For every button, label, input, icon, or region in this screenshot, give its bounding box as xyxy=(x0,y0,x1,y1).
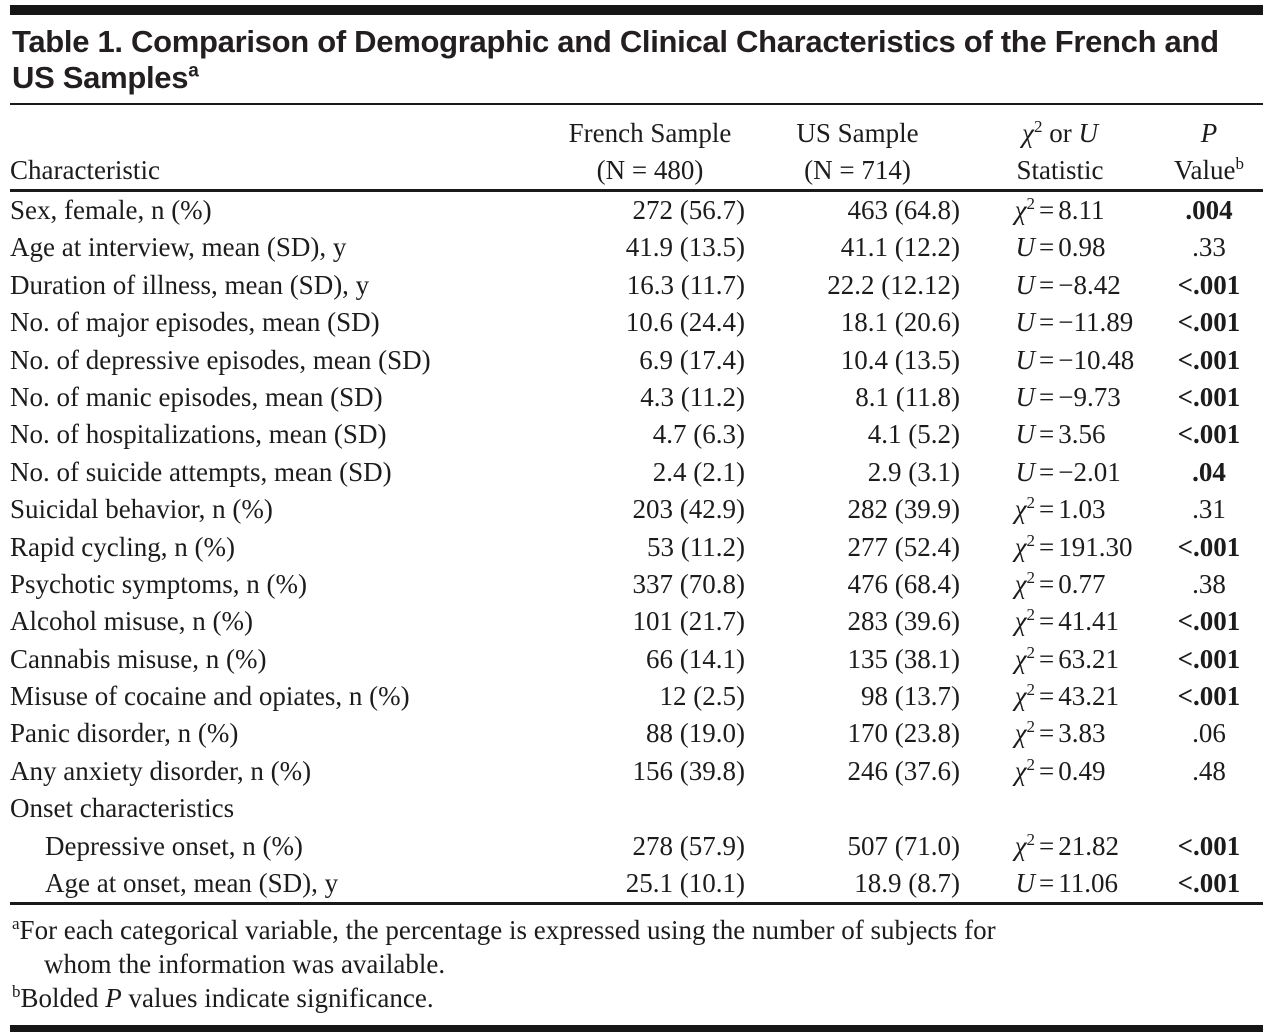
p-value-cell: <.001 xyxy=(1177,269,1241,300)
french-sample-cell: 4.3 (11.2) xyxy=(640,381,745,412)
statistic-cell xyxy=(965,304,1155,341)
statistic-cell xyxy=(965,342,1155,379)
statistic-symbol: U xyxy=(1015,868,1035,899)
table-row xyxy=(0,379,1273,416)
statistic-value: −9.73 xyxy=(1058,381,1121,412)
french-sample-cell: 2.4 (2.1) xyxy=(652,456,745,487)
statistic-symbol: $\chi^2$ xyxy=(1014,567,1035,599)
characteristic-cell: Alcohol misuse, n (%) xyxy=(10,606,253,637)
statistic-value: 0.98 xyxy=(1058,232,1106,263)
us-sample-cell: 507 (71.0) xyxy=(847,830,960,861)
us-sample-cell: 2.9 (3.1) xyxy=(867,456,960,487)
table-row xyxy=(0,753,1273,790)
us-sample-cell: 18.9 (8.7) xyxy=(854,868,960,899)
statistic-value: 3.56 xyxy=(1058,419,1106,450)
us-sample-cell: 170 (23.8) xyxy=(847,718,960,749)
us-sample-cell: 135 (38.1) xyxy=(847,643,960,674)
statistic-value: 43.21 xyxy=(1058,681,1119,712)
equals-sign: = xyxy=(1039,830,1055,861)
statistic-cell xyxy=(965,715,1155,752)
statistic-value: 8.11 xyxy=(1058,195,1105,225)
p-value-cell: .004 xyxy=(1185,195,1233,225)
us-sample-cell: 98 (13.7) xyxy=(861,681,960,712)
statistic-value: 0.49 xyxy=(1058,755,1106,786)
table-row xyxy=(0,678,1273,715)
footnote-line: $^b$Bolded P values indicate significance. xyxy=(12,982,434,1014)
us-sample-cell: 463 (64.8) xyxy=(847,195,960,225)
us-sample-n: (N = 714) xyxy=(804,155,911,185)
statistic-cell xyxy=(965,491,1155,528)
bottom-rule-bar xyxy=(10,1025,1263,1032)
footnote-line: $^a$For each categorical variable, the percentage is expressed using the number of subjects for xyxy=(12,914,996,946)
table-row xyxy=(0,603,1273,640)
statistic-cell xyxy=(965,790,1155,827)
statistic-symbol: $\chi^2$ xyxy=(1014,680,1035,712)
characteristic-cell: No. of depressive episodes, mean (SD) xyxy=(10,344,431,375)
equals-sign: = xyxy=(1039,269,1055,300)
footnote-marker: a xyxy=(12,914,20,934)
statistic-symbol: $\chi^2$ xyxy=(1014,754,1035,786)
statistic-value: −8.42 xyxy=(1058,269,1121,300)
characteristic-cell: Rapid cycling, n (%) xyxy=(10,531,235,562)
french-sample-cell: 41.9 (13.5) xyxy=(625,232,745,263)
column-header-us-sample xyxy=(750,115,965,189)
french-sample-cell: 4.7 (6.3) xyxy=(652,419,745,450)
p-value-cell: <.001 xyxy=(1177,830,1241,861)
statistic-value: 21.82 xyxy=(1058,830,1119,861)
characteristic-cell: No. of manic episodes, mean (SD) xyxy=(10,381,383,412)
statistic-symbol: $\chi^2$ xyxy=(1014,829,1035,861)
equals-sign: = xyxy=(1039,456,1055,487)
us-sample-cell: 8.1 (11.8) xyxy=(855,381,960,412)
french-sample-cell: 156 (39.8) xyxy=(632,755,745,786)
p-value-cell: .31 xyxy=(1192,494,1226,525)
statistic-symbol: $\chi^2$ xyxy=(1014,642,1035,674)
footnote-marker: b xyxy=(12,982,21,1002)
table-row xyxy=(0,192,1273,229)
characteristic-cell: Cannabis misuse, n (%) xyxy=(10,643,267,674)
p-value-cell: .04 xyxy=(1192,456,1226,487)
table-row xyxy=(0,491,1273,528)
p-value-cell: <.001 xyxy=(1177,681,1241,712)
equals-sign: = xyxy=(1039,344,1055,375)
french-sample-label: French Sample xyxy=(568,118,732,148)
statistic-value: 0.77 xyxy=(1058,568,1106,599)
equals-sign: = xyxy=(1039,494,1055,525)
statistic-symbol xyxy=(995,790,1035,827)
characteristic-cell: No. of hospitalizations, mean (SD) xyxy=(10,419,387,450)
top-rule-bar xyxy=(10,5,1263,15)
table-row xyxy=(0,790,1273,827)
table-row xyxy=(0,641,1273,678)
french-sample-cell: 278 (57.9) xyxy=(632,830,745,861)
characteristic-cell: No. of suicide attempts, mean (SD) xyxy=(10,456,392,487)
p-value-cell: <.001 xyxy=(1177,606,1241,637)
statistic-cell xyxy=(965,641,1155,678)
statistic-cell xyxy=(965,865,1155,902)
characteristic-cell: Sex, female, n (%) xyxy=(10,195,212,225)
p-value-cell: <.001 xyxy=(1177,419,1241,450)
equals-sign: = xyxy=(1039,419,1055,450)
equals-sign: = xyxy=(1039,232,1055,263)
footnotes xyxy=(0,905,1273,1015)
p-value-cell: <.001 xyxy=(1177,307,1241,338)
column-header-characteristic: Characteristic xyxy=(10,155,160,185)
equals-sign: = xyxy=(1039,868,1055,899)
equals-sign: = xyxy=(1039,755,1055,786)
characteristic-cell: Any anxiety disorder, n (%) xyxy=(10,755,312,786)
us-sample-cell: 476 (68.4) xyxy=(847,568,960,599)
equals-sign: = xyxy=(1039,643,1055,674)
table-title-footnote-marker: a xyxy=(188,60,199,82)
us-sample-cell: 282 (39.9) xyxy=(847,494,960,525)
us-sample-cell: 283 (39.6) xyxy=(847,606,960,637)
equals-sign: = xyxy=(1039,307,1055,338)
p-value-cell: .48 xyxy=(1192,755,1226,786)
table-title xyxy=(12,24,1261,96)
p-value-label: Value$^b$ xyxy=(1174,154,1244,185)
statistic-cell xyxy=(965,753,1155,790)
p-value-cell: <.001 xyxy=(1177,531,1241,562)
statistic-cell xyxy=(965,379,1155,416)
equals-sign: = xyxy=(1039,606,1055,637)
statistic-cell xyxy=(965,678,1155,715)
statistic-value: 191.30 xyxy=(1058,531,1133,562)
characteristic-cell: Misuse of cocaine and opiates, n (%) xyxy=(10,681,410,712)
table-row xyxy=(0,342,1273,379)
statistic-symbol: U xyxy=(1015,232,1035,263)
table-row xyxy=(0,828,1273,865)
equals-sign: = xyxy=(1039,531,1055,562)
french-sample-cell: 66 (14.1) xyxy=(646,643,745,674)
equals-sign: = xyxy=(1039,195,1055,225)
statistic-value: −2.01 xyxy=(1058,456,1121,487)
statistic-value: 1.03 xyxy=(1058,494,1106,525)
us-sample-cell: 246 (37.6) xyxy=(847,755,960,786)
characteristic-cell: Onset characteristics xyxy=(10,793,235,824)
p-value-cell: <.001 xyxy=(1177,344,1241,375)
statistic-cell xyxy=(965,229,1155,266)
french-sample-cell: 10.6 (24.4) xyxy=(625,307,745,338)
statistic-cell xyxy=(965,603,1155,640)
p-value-cell: .06 xyxy=(1192,718,1226,749)
us-sample-label: US Sample xyxy=(796,118,919,148)
french-sample-cell: 101 (21.7) xyxy=(632,606,745,637)
p-value-cell: .33 xyxy=(1192,232,1226,263)
column-header-p-value xyxy=(1155,115,1263,189)
characteristic-cell: Age at interview, mean (SD), y xyxy=(10,232,347,263)
table-row xyxy=(0,715,1273,752)
french-sample-cell: 203 (42.9) xyxy=(632,494,745,525)
us-sample-cell: 18.1 (20.6) xyxy=(840,307,960,338)
table-row xyxy=(0,304,1273,341)
statistic-value: 63.21 xyxy=(1058,643,1119,674)
statistic-symbol: $\chi^2$ xyxy=(1014,493,1035,525)
characteristic-cell: Suicidal behavior, n (%) xyxy=(10,494,273,525)
characteristic-cell: No. of major episodes, mean (SD) xyxy=(10,307,380,338)
equals-sign: = xyxy=(1039,381,1055,412)
p-value-cell xyxy=(1155,790,1263,827)
french-sample-cell: 88 (19.0) xyxy=(646,718,745,749)
statistic-symbol: U xyxy=(1015,269,1035,300)
characteristic-cell: Age at onset, mean (SD), y xyxy=(45,868,339,899)
statistic-cell xyxy=(965,566,1155,603)
footnote-line: whom the information was available. xyxy=(44,949,446,980)
statistic-value: −10.48 xyxy=(1058,344,1135,375)
french-sample-cell: 53 (11.2) xyxy=(647,531,745,562)
table-body xyxy=(0,192,1273,902)
table-row xyxy=(0,454,1273,491)
statistic-symbols: $\chi^2$ or U xyxy=(1022,117,1098,148)
table-title-text: Table 1. Comparison of Demographic and Clinical Characteristics of the French and US Samples xyxy=(12,24,1219,95)
p-label: P xyxy=(1200,118,1218,148)
french-sample-cell: 6.9 (17.4) xyxy=(639,344,745,375)
french-sample-n: (N = 480) xyxy=(596,155,704,185)
statistic-value: 11.06 xyxy=(1058,868,1118,899)
french-sample-cell: 337 (70.8) xyxy=(632,568,745,599)
statistic-symbol: $\chi^2$ xyxy=(1014,717,1035,749)
column-header-statistic xyxy=(965,115,1155,189)
statistic-symbol: U xyxy=(1015,344,1035,375)
characteristic-cell: Depressive onset, n (%) xyxy=(45,830,303,861)
bottom-spacer xyxy=(0,1015,1273,1025)
statistic-value: 41.41 xyxy=(1058,606,1119,637)
p-value-cell: .38 xyxy=(1192,568,1226,599)
table-row xyxy=(0,267,1273,304)
french-sample-cell: 12 (2.5) xyxy=(659,681,745,712)
us-sample-cell: 41.1 (12.2) xyxy=(840,232,960,263)
statistic-symbol: $\chi^2$ xyxy=(1014,530,1035,562)
statistic-cell xyxy=(965,192,1155,229)
french-sample-cell: 272 (56.7) xyxy=(632,195,745,225)
statistic-value: 3.83 xyxy=(1058,718,1106,749)
french-sample-cell xyxy=(550,790,750,827)
table-row xyxy=(0,229,1273,266)
column-header-french-sample xyxy=(550,115,750,189)
statistic-cell xyxy=(965,828,1155,865)
us-sample-cell xyxy=(750,790,965,827)
table-row xyxy=(0,865,1273,902)
french-sample-cell: 25.1 (10.1) xyxy=(625,868,745,899)
statistic-cell xyxy=(965,416,1155,453)
us-sample-cell: 277 (52.4) xyxy=(847,531,960,562)
equals-sign: = xyxy=(1039,681,1055,712)
characteristic-cell: Duration of illness, mean (SD), y xyxy=(10,269,370,300)
statistic-symbol: U xyxy=(1015,419,1035,450)
statistic-cell xyxy=(965,267,1155,304)
statistic-symbol: U xyxy=(1015,307,1035,338)
column-header-row xyxy=(0,105,1273,189)
statistic-symbol: $\chi^2$ xyxy=(1014,605,1035,637)
us-sample-cell: 22.2 (12.12) xyxy=(827,269,960,300)
statistic-symbol: $\chi^2$ xyxy=(1014,194,1035,225)
equals-sign: = xyxy=(1039,568,1055,599)
statistic-value: −11.89 xyxy=(1058,307,1134,338)
us-sample-cell: 4.1 (5.2) xyxy=(867,419,960,450)
statistic-label: Statistic xyxy=(1016,155,1104,185)
characteristic-cell: Psychotic symptoms, n (%) xyxy=(10,568,307,599)
table-row xyxy=(0,566,1273,603)
p-value-cell: <.001 xyxy=(1177,868,1241,899)
table-row xyxy=(0,416,1273,453)
p-value-cell: <.001 xyxy=(1177,381,1241,412)
statistic-symbol: U xyxy=(1015,381,1035,412)
french-sample-cell: 16.3 (11.7) xyxy=(626,269,745,300)
statistic-symbol: U xyxy=(1015,456,1035,487)
statistic-cell xyxy=(965,529,1155,566)
statistic-cell xyxy=(965,454,1155,491)
p-value-cell: <.001 xyxy=(1177,643,1241,674)
us-sample-cell: 10.4 (13.5) xyxy=(840,344,960,375)
table-row xyxy=(0,529,1273,566)
characteristic-cell: Panic disorder, n (%) xyxy=(10,718,239,749)
equals-sign: = xyxy=(1039,718,1055,749)
